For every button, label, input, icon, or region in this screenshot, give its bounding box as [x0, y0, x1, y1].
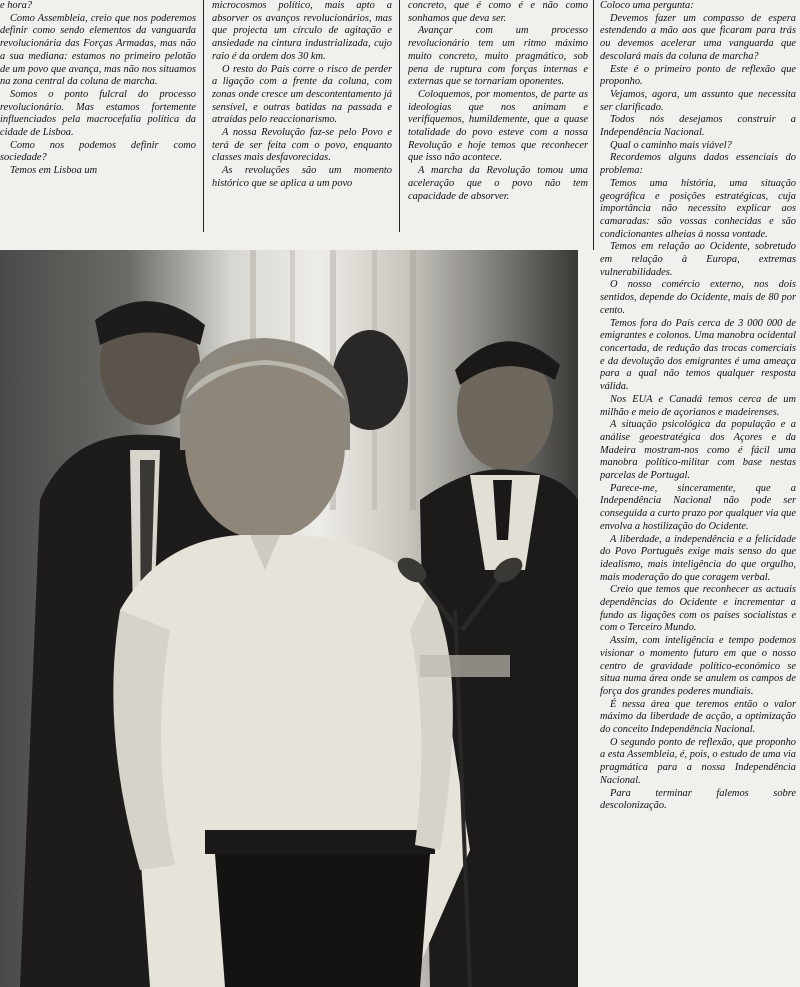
paragraph: Assim, com inteligência e tempo podemos visionar o momento futuro em que o nosso centro de gravidade político-económico se situa numa área onde se anulem os campos de força dos grandes poderes mundiais.: [600, 635, 796, 697]
paragraph: Nos EUA e Canadá temos cerca de um milhão e meio de açorianos e madeirenses.: [600, 393, 796, 418]
column-divider: [203, 0, 204, 232]
press-photo: [0, 250, 578, 987]
paragraph: Como nos podemos definir como sociedade?: [0, 139, 196, 164]
paragraph: A nossa Revolução faz-se pelo Povo e terá de ser feita com o povo, enquanto classes mais desfavorecidas.: [212, 127, 392, 164]
paragraph: É nessa área que teremos então o valor máximo da liberdade de acção, a optimização do conceito Independência Nacional.: [600, 698, 796, 736]
person-center: [113, 338, 470, 987]
paragraph: concreto, que é como é e não como sonhamos que deva ser.: [408, 0, 588, 24]
column-divider: [593, 0, 594, 250]
paragraph: A marcha da Revolução tomou uma aceleração que o povo não tem capacidade de absorver.: [408, 165, 588, 202]
paragraph: Avançar com um processo revolucionário tem um ritmo máximo muito concreto, muito pragmático, sob pena de ruptura com forças internas e externas que se tornariam oponentes.: [408, 25, 588, 88]
paragraph: microcosmos político, mais apto a absorver os avanços revolucionários, mas que projecta um círculo de agitação e ansiedade na cintura industrializada, cujo raio é da ordem dos 30 km.: [212, 0, 392, 62]
text-column-3: [408, 0, 588, 238]
paragraph: A situação psicológica da população e a análise geoestratégica dos Açores e da Madeira mostram-nos como é fácil uma manobra político-militar com base nestas parcelas de Portugal.: [600, 419, 796, 482]
paragraph: Este é o primeiro ponto de reflexão que proponho.: [600, 63, 796, 88]
paragraph: Como Assembleia, creio que nos poderemos definir como sendo elementos da vanguarda revolucionária das Forças Armadas, mas não a sua mediana: estamos no primeiro pelotão de um povo que avança, mas não nos situamos na zona central da coluna de marcha.: [0, 12, 196, 88]
paragraph: Recordemos alguns dados essenciais do problema:: [600, 152, 796, 177]
paragraph: Somos o ponto fulcral do processo revolucionário. Mas estamos fortemente influenciados pela macrocefalia política da cidade de Lisboa.: [0, 88, 196, 139]
paragraph: Parece-me, sinceramente, que a Independência Nacional não pode ser conseguida a curto prazo por qualquer via que envolva a hostilização do Ocidente.: [600, 482, 796, 532]
paragraph: Vejamos, agora, um assunto que necessita ser clarificado.: [600, 88, 796, 113]
paragraph: O nosso comércio externo, nos dois sentidos, depende do Ocidente, mais de 80 por cento.: [600, 279, 796, 316]
text-column-2: [212, 0, 392, 238]
paragraph: O segundo ponto de reflexão, que proponho a esta Assembleia, é, pois, o estudo de uma via pragmática para a nossa Independência Nacional.: [600, 736, 796, 786]
paragraph: Creio que temos que reconhecer as actuais dependências do Ocidente e incrementar a fundo as ligações com os países socialistas e com o Terceiro Mundo.: [600, 584, 796, 634]
paragraph: Para terminar falemos sobre descolonização.: [600, 787, 796, 812]
paragraph: Todos nós desejamos construir a Independência Nacional.: [600, 114, 796, 139]
photo-illustration: [0, 250, 578, 987]
paragraph: Coloquemos, por momentos, de parte as ideologias que nos animam e verifiquemos, humildemente, que a quase totalidade do povo esteve com a nossa Revolução e hoje temos que reconhecer que isso não acontece.: [408, 88, 588, 164]
paragraph: Coloco uma pergunta:: [600, 0, 694, 11]
paragraph: A liberdade, a independência e a felicidade do Povo Português exige mais senso do que idealismo, mais inteligência do que orgulho, mais moderação do que coragem verbal.: [600, 533, 796, 583]
column-divider: [399, 0, 400, 232]
paragraph: Qual o caminho mais viável?: [610, 139, 732, 151]
text-column-4: [600, 0, 796, 987]
paragraph: As revoluções são um momento histórico que se aplica a um povo: [212, 165, 392, 189]
paragraph: Devemos fazer um compasso de espera estendendo a mão aos que ficaram para trás ou devemos acelerar uma vanguarda que descolará mais da coluna de marcha?: [600, 12, 796, 62]
paragraph: Temos em Lisboa um: [10, 165, 98, 177]
text-column-1: [0, 0, 196, 238]
paragraph: Temos em relação ao Ocidente, sobretudo em relação à Europa, extremas vulnerabilidades.: [600, 241, 796, 278]
paragraph: Temos uma história, uma situação geográfica e posições estratégicas, cuja importância não necessito explicar aos camaradas: são vossas conhecidas e são condicionantes alheias à nossa vontade.: [600, 177, 796, 240]
paragraph: O resto do País corre o risco de perder a ligação com a frente da coluna, com zonas onde cresce um descontentamento já sensível, e outras batidas na passada e atraídas pelo reaccionarismo.: [212, 63, 392, 126]
paragraph: Temos fora do País cerca de 3 000 000 de emigrantes e colonos. Uma manobra ocidental concertada, de redução das trocas comerciais e da devolução dos emigrantes é uma ameaça para a qual não temos qualquer resposta válida.: [600, 317, 796, 393]
paragraph: e hora?: [0, 0, 33, 11]
